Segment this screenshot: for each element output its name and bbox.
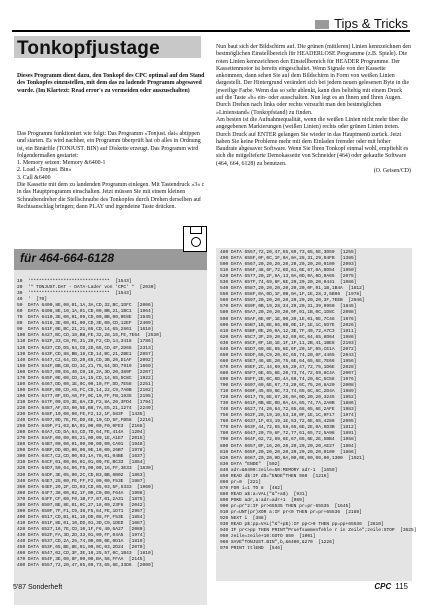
left-paragraph: Die Kassette mit dem zu landenden Programm einlegen. Mit Tastendruck »3« c in das Hauptprogramm einschalten. Jetzt müssen Sie mit einem kleinen Schraubendreher die Stellschraube des Tonkopfes durch Drehen derselben auf Rechtsanschlag bringen; dann PLAY und irgendeine Taste drücken. <box>17 182 205 210</box>
code-line: 150 DATA 644F,BB,CB,CD,1C,21,75,64,DD,7919 [1669] <box>17 363 154 369</box>
lead-paragraph: Dieses Programm dient dazu, den Tonkopf des CPC optimal auf den Stand des Tonkopfes einzustellen, mit dem das zu ladende Programm abgesaved wurde. (Im Klartext: Read error's zu vermeiden oder auszuschalten) <box>17 73 205 94</box>
listing-title-bar <box>14 249 207 270</box>
code-line: 960 SAVE"TONJUST.BIN",b,&6400,&270 [1226] <box>220 540 335 546</box>
instruction-step: 2. Load »Tonjust. Bin« <box>17 167 72 174</box>
code-line: 680 DATA 65F7,6E,65,6E,20,73,74,72,69,8C4A [2007] <box>220 370 357 376</box>
code-line: 370 DATA 64FF,CF,00,F0,1B,F7,07,01,2A31 [1875] <box>17 496 146 502</box>
code-line: 640 DATA 65D7,69,6E,65,6E,6F,20,1F,05,CE1A [2072] <box>220 346 357 352</box>
code-line: 160 DATA 6457,00,E6,40,C0,18,2A,3D,20,389F [2207] <box>17 369 154 375</box>
code-line: 180 DATA 6467,DD,00,1E,0C,00,10,FF,DD,7E58 [2251] <box>17 381 154 387</box>
code-line: 580 DATA 65A7,20,20,20,20,0F,01,1B,0C,1D8C [2098] <box>220 310 357 316</box>
code-line: 690 DATA 65FF,2E,0C,6D,4A,69,74,20,6C,5C58 [1976] <box>220 376 357 382</box>
code-line: 790 DATA 664F,62,72,69,6E,67,65,6E,2E,5BB4 [1958] <box>220 437 357 443</box>
code-line: 130 DATA 643F,CD,88,BB,16,CD,14,BC,21,2BE1 [2057] <box>17 351 154 357</box>
code-line: 20 '* TONJUST.DAT - DATA-Lader von 'CPC' * [2030] <box>17 285 157 291</box>
code-line: 40 ' [70] <box>17 297 48 303</box>
code-line: 80 DATA 6418,3E,00,01,00,CD,3E,00,CD,12EF [2409] <box>17 321 154 327</box>
code-line: 490 DATA 655F,0F,0C,1F,0A,0A,28,31,29,04FB [1385] <box>220 256 357 262</box>
code-line: 330 DATA 64DF,3E,05,00,2C,CD,B3,BB,6B02 [1863] <box>17 472 146 478</box>
code-line: 520 DATA 6577,20,2F,0A,13,0A,0D,0A,0D,0A65 [2075] <box>220 274 357 280</box>
floppy-disk-icon <box>183 226 207 252</box>
code-line: 840 adr=&6400:zeile=50:MEMORY adr-1 [1659] <box>220 467 338 473</box>
code-line: 280 DATA 64B7,00,00,01,00,00,00,00,CA01 [1948] <box>17 442 146 448</box>
code-line: 570 DATA 659F,0B,19,28,34,29,20,31,39,9950 [1845] <box>220 304 357 310</box>
code-line: 410 DATA 651F,8E,01,10,DD,01,3D,C9,1DED [1087] <box>17 520 146 526</box>
section-label <box>315 16 408 31</box>
code-line: 730 DATA 661F,0B,0E,0D,0A,4A,65,74,7A,2A0B [1886] <box>220 401 357 407</box>
listing-title: für 464-664-6128 <box>20 251 115 265</box>
code-line: 590 DATA 65AF,0E,0F,1E,00,20,1E,01,0E,7C48 [1976] <box>220 316 357 322</box>
code-line: 880 READ a$:a=VAL("&"+a$) [931] <box>220 491 308 497</box>
code-line: 600 DATA 65B7,1B,0E,66,0B,0E,1F,1E,1C,5D7E [2026] <box>220 322 357 328</box>
code-line: 120 DATA 6437,CD,D5,64,CD,2D,65,CD,4F,2D65 [2313] <box>17 345 154 351</box>
code-line: 750 DATA 662F,20,19,10,53,10,0F,1E,1C,0F17 [1974] <box>220 413 357 419</box>
code-line: 920 NEXT i [388] <box>220 516 267 522</box>
code-line: 650 DATA 65DF,66,C9,20,6C,65,74,20,6F,4465 [2043] <box>220 352 357 358</box>
code-line: 380 DATA 6507,BE,8E,01,0C,27,18,00,23F6 [2042] <box>17 502 146 508</box>
code-line: 720 DATA 6617,75,6E,67,2E,0A,0D,20,20,3245 [1952] <box>220 395 357 401</box>
code-line: 560 DATA 6597,20,20,20,20,20,20,20,20,3F,7EEB [2046] <box>220 298 365 304</box>
code-line: 780 DATA 6647,20,79,6F,72,77,61,65,72,5A98 [1891] <box>220 431 357 437</box>
code-line: 200 DATA 6477,0F,ED,A0,FF,0C,10,FF,FB,1935 [2195] <box>17 393 154 399</box>
code-line: 260 DATA 64A7,CD,DA,64,CD,7D,64,FE,414A [1204] <box>17 430 146 436</box>
code-line: 510 DATA 656F,48,6F,72,6D,61,6E,67,0A,0D54 [1950] <box>220 268 357 274</box>
code-line: 940 IF pr<>pp THEN PRINT"Pruefsummenfehle r in Zeile";zeile:STOP [3625] <box>220 528 417 534</box>
left-text-column <box>17 131 208 211</box>
code-line: 480 DATA 6557,72,20,47,65,69,73,65,6E,33D6 [2000] <box>17 563 154 569</box>
code-line: 340 DATA 64E7,25,00,FE,FF,F2,00,00,F53E [1987] <box>17 478 146 484</box>
code-line: 230 DATA 648F,10,00,00,FE,F2,12,1F,583F [1435] <box>17 412 146 418</box>
code-line: 830 DATA "ENDE" [502] <box>220 461 281 467</box>
code-line: 950 zeile=zeile+10:GOTO 850 [1001] <box>220 534 316 540</box>
left-paragraph: Das Programm funktioniert wie folgt: Das Programm »Tonjust. dat« abtippen und starten. Es wird nachher, ein Programm überprüft hat ob alles in Ordnung ist, ein Binärfile (TONJUST. BIN) auf Diskette erzeugt. Das Programm wird folgendermaßen gestartet: <box>17 131 201 159</box>
code-line: 810 DATA 665F,20,20,20,20,20,20,20,20,0100 [1866] <box>220 449 357 455</box>
right-paragraph: Nun baut sich der Bildschirm auf. Die grünen (mittleren) Linien kennzeichnen den bestmöglichen Einstellbereich für HEADERLOSE Programme (z.B. Spiele). Die roten Linien kennzeichnen den Einstellbereich für HEADER Programme. Der Kassettenmotor ist bereits eingeschaltet. Wenn Signale von der Kassette ankommen, dann sehen Sie auf dem Bildschirm in Form von weißen Linien dargestellt. Der Hintergrund verändert sich bei jedem neuen gelesenen Byte in die jeweilige Farbe. Wenn das so sehr ablenkt, kann dies beliebig mit einem Druck auf die Taste »b« ein- oder ausschalten. Nun legt es an Ihnen und Ihren Augen. Durch Drehen nach links oder rechts versucht man den bestmöglichen »Linienstand« (Tonkopfstand) zu finden. <box>216 44 411 116</box>
page-number: 115 <box>395 582 408 591</box>
code-line: 930 READ p$:pp=VAL("&"+p$):IF pp<>0 THEN pp=pp+65536 [2610] <box>220 522 384 528</box>
code-line: 550 DATA 658F,0A,0D,1F,0B,0A,1F,1E,28,3,5B96 [1978] <box>220 292 362 298</box>
instruction-step: 3. Call &6400 <box>17 174 51 181</box>
code-line: 90 DATA 641F,0E,BC,21,21,65,CD,14,65,2861 [1610] <box>17 327 154 333</box>
code-line: 210 DATA 647F,00,E9,3E,8A,CD,F2,8A,20,3FD4 [1794] <box>17 399 154 405</box>
code-line: 350 DATA 64EF,29,2F,CD,03,CD,05,03,5F,5333 [1960] <box>17 484 154 490</box>
code-line: 850 READ d$:IF d$="ENDE"THEN 960 [1216] <box>220 473 330 479</box>
code-line: 500 DATA 6567,20,20,20,20,20,20,20,20,0100 [2093] <box>220 262 357 268</box>
article-title: Tonkopfjustage <box>17 38 160 59</box>
code-line: 700 DATA 6607,69,6E,67,73,20,6C,75,20,8A20 [2008] <box>220 383 357 389</box>
magazine-logo: CPC <box>374 582 392 591</box>
code-line: 70 DATA 6410,3E,00,01,09,CD,00,BB,00,0E8E [1945] <box>17 315 154 321</box>
code-line: 820 DATA 6667,20,20,0D,0A,00,0E,00,00,00,1300 [1921] <box>220 455 365 461</box>
code-line: 970 PRINT ttlEND [546] <box>220 546 283 552</box>
section-marker <box>315 20 329 29</box>
code-line: 390 DATA 650F,7F,F1,C9,38,F5,64,FE,1D71 [2957] <box>17 508 146 514</box>
code-line: 420 DATA 6527,16,7E,CD,10,1F,F6,40,6A27 [2080] <box>17 526 146 532</box>
code-line: 620 DATA 65C7,3F,29,20,62,69,6C,64,65,8D64 [1986] <box>220 334 357 340</box>
code-line: 50 DATA 6400,8E,00,01,1A,3A,CD,32,BC,1DFC [2006] <box>17 303 154 309</box>
right-text-column <box>216 44 411 175</box>
code-line: 610 DATA 65BF,0E,20,0A,12,3E,7F,40,72,A7C3 [1911] <box>220 328 357 334</box>
code-line: 800 DATA 6657,0F,16,20,20,20,20,20,20,AE27 [1904] <box>220 443 357 449</box>
right-paragraph: Am besten ist die Aufnahmequalität, wenn die weißen Linien nicht mehr über die angegebenen Markierungen (weißen Linien) rechts oder grünen Linien treten. Durch Druck auf ENTER gelangen Sie wieder in das Hauptmenü zurück. Jetzt haben Sie keine Probleme mehr mit dem Einladen fremder oder mit höher Baudrate abgesaver Software. Wenn Sie Ihren Tonkopf einmal wohl, empfiehlt es sich die mitgelieferte Demokassette von Schneider (464) oder gekaufte Software (464, 664, 6128) zu benutzen. <box>216 116 409 167</box>
code-line: 320 DATA 64D7,50,64,06,F5,00,00,16,FF,3E33 [1830] <box>17 466 154 472</box>
code-line: 250 DATA 649F,F1,03,BA,01,00,00,F0,0FE3 [2168] <box>17 424 146 430</box>
code-line: 220 DATA 6487,AF,D3,60,5E,B8,7A,E5,21,1274 [2249] <box>17 405 154 411</box>
code-line: 170 DATA 645F,0E,00,CD,1A,15,CD,14,65,5C8C [1922] <box>17 375 154 381</box>
page-footer <box>374 582 408 591</box>
code-line: 60 DATA 6408,8E,10,1A,01,CD,00,BB,21,1BC1 [1964] <box>17 309 154 315</box>
code-line: 100 DATA 6427,BC,CD,18,BB,FE,32,28,15,FE,7E64 [2530] <box>17 333 162 339</box>
disk-shutter <box>190 226 202 234</box>
code-line: 760 DATA 6637,1F,03,19,1E,53,72,6E,65,4288 [2095] <box>220 419 357 425</box>
code-line: 430 DATA 652F,FA,3D,2D,33,01,00,FF,04A5 [1974] <box>17 532 146 538</box>
right-code-listing <box>220 250 416 552</box>
code-line: 240 DATA 6497,0D,7E,FE,DD,6E,10,CD,5F,FB58 [2216] <box>17 418 154 424</box>
code-line: 450 DATA 653F,65,BE,8E,01,09,0C,03,2D24 [2070] <box>17 545 146 551</box>
section-title: Tips & Tricks <box>334 16 408 31</box>
code-line: 670 DATA 65EF,2C,44,69,65,20,47,72,75,1D6E [2028] <box>220 364 357 370</box>
code-line: 660 DATA 65E7,46,8E,20,75,6E,64,65,6E,7E66 [1956] <box>220 358 357 364</box>
code-line: 460 DATA 6547,02,CD,3F,3E,10,25,57,0C,1B43 [1810] <box>17 551 154 557</box>
author-signature: (O. Geisen/CD) <box>373 168 411 175</box>
code-line: 300 DATA 64C7,C2,CD,00,03,1A,78,01,04BE [1637] <box>17 454 146 460</box>
disk-hub <box>191 237 201 247</box>
code-line: 910 pr=UNT(pr)XOR a:IF pr<0 THEN pr=pr+65536 [2189] <box>220 510 362 516</box>
code-line: 270 DATA 64AF,00,00,05,21,00,00,1E,A1E7 [2015] <box>17 436 146 442</box>
code-line: 900 pr=pr*2:IF pr>65535 THEN pr=pr-65535 [1645] <box>220 503 351 509</box>
code-line: 360 DATA 64F7,38,00,02,1F,00,C0,00,F64A [1998] <box>17 490 146 496</box>
code-line: 470 DATA 654F,3E,00,8F,00,00,BA,58,FFAA [2145] <box>17 557 146 563</box>
code-line: 480 DATA 6557,72,20,47,65,69,73,65,6E,3D59 [1255] <box>220 250 357 255</box>
instruction-step: 1. Memory setzen: Memory &6400-1 <box>17 160 106 167</box>
code-line: 890 POKE adr,a:adr=adr+1 [989] <box>220 497 305 503</box>
code-line: 400 DATA 6517,CD,B1,01,10,DD,08,FF,F53E [1854] <box>17 514 146 520</box>
code-line: 540 DATA 6587,20,20,20,20,20,20,0F,01,1B,1B4A [1812] <box>220 286 365 292</box>
code-line: 10 '***************************** [1543] <box>17 279 132 284</box>
left-code-listing <box>17 279 162 569</box>
code-line: 710 DATA 660F,45,69,6E,73,74,65,6C,6C,2D4A [1989] <box>220 389 357 395</box>
code-line: 630 DATA 65CF,0F,1B,1E,1F,1F,11,2B,41,1BE8 [2193] <box>220 340 357 346</box>
code-line: 530 DATA 657F,74,69,6F,6E,20,20,20,20,0441 [1986] <box>220 280 357 286</box>
code-line: 30 '***************************** [1543] <box>17 291 132 297</box>
code-line: 310 DATA 64CF,01,00,06,01,01,00,FE,BC33 [1854] <box>17 460 146 466</box>
code-line: 740 DATA 6627,74,20,64,72,65,68,65,6E,2AFE [1983] <box>220 407 357 413</box>
code-line: 290 DATA 64BF,DD,0D,00,00,0E,10,00,26B7 [1978] <box>17 448 146 454</box>
code-line: 190 DATA 646F,00,CD,A5,FC,CD,14,22,C9,7A0B [2102] <box>17 387 154 393</box>
code-line: 140 DATA 6447,C2,64,CD,20,65,CD,3B,20,D1AF [2092] <box>17 357 154 363</box>
code-line: 870 FOR i=1 TO 8 [462] <box>220 485 283 491</box>
issue-label: 5'87 Sonderheft <box>13 584 63 591</box>
code-line: 440 DATA 6537,CD,2A,25,74,00,00,0E,0D1A [1819] <box>17 539 146 545</box>
code-line: 770 DATA 663F,44,72,65,68,65,6E,2E,0A,6D3B [1812] <box>220 425 357 431</box>
code-line: 860 pr=0 [221] <box>220 479 261 485</box>
code-line: 110 DATA 642F,33,C8,FE,31,20,F2,CD,14,3416 [1786] <box>17 339 154 345</box>
